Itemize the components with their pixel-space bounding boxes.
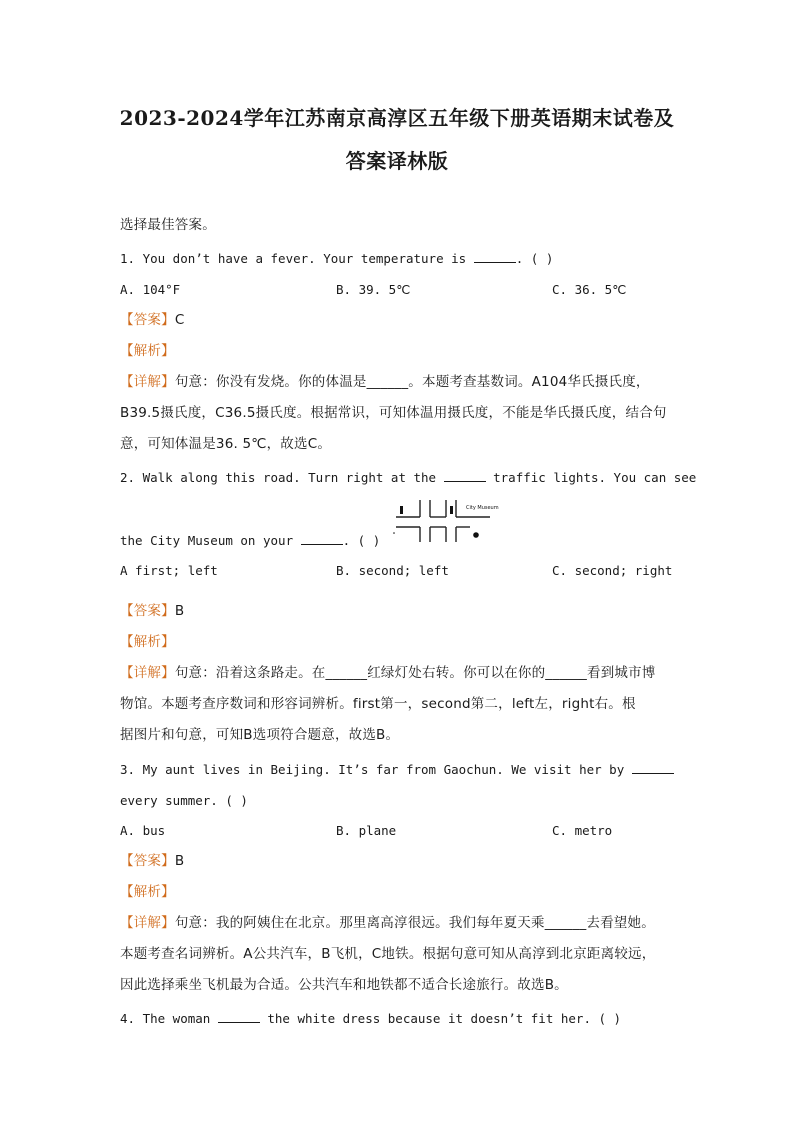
museum-location-icon [473,532,479,538]
instruction: 选择最佳答案。 [120,217,216,233]
question-2-option-a: A first; left [120,563,218,578]
question-2-detail-line-1: 【详解】句意：沿着这条路走。在______红绿灯处右转。你可以在你的______看到城市博 [120,665,656,681]
answer-blank [301,543,343,545]
answer-blank [444,480,486,482]
question-1-stem: 1. You don’t have a fever. Your temperature is . ( ) [120,251,554,266]
question-2-answer: 【答案】B [120,603,185,619]
answer-tag: 【答案】 [120,312,175,328]
question-3-detail-line-1: 【详解】句意：我的阿姨住在北京。那里离高淳很远。我们每年夏天乘______去看望她。 [120,915,655,931]
answer-tag: 【答案】 [120,853,175,869]
question-3-answer: 【答案】B [120,853,185,869]
detail-tag: 【详解】 [120,374,175,390]
traffic-light-icon [400,506,403,514]
question-1-detail-line-1: 【详解】句意：你没有发烧。你的体温是______。本题考查基数词。A104华氏摄氏度， [120,374,650,390]
question-3-detail-line-2: 本题考查名词辨析。A公共汽车，B飞机，C地铁。根据句意可知从高淳到北京距离较远， [120,946,656,962]
question-4-stem: 4. The woman the white dress because it doesn’t fit her. ( ) [120,1011,622,1026]
street-map-image [392,494,499,546]
question-1-option-a: A. 104°F [120,282,181,297]
document-title-line-1: 2023-2024学年江苏南京高淳区五年级下册英语期末试卷及 [119,106,675,130]
document-title-line-2: 答案译林版 [345,149,449,173]
question-3-stem-line-2: every summer. ( ) [120,793,248,808]
question-2-stem-line-2: the City Museum on your . ( ) [120,533,381,548]
answer-blank [632,772,674,774]
question-3-option-a: A. bus [120,823,166,838]
question-1-option-c: C. 36. 5℃ [552,282,627,297]
detail-tag: 【详解】 [120,665,175,681]
question-2-detail-line-3: 据图片和句意，可知B选项符合题意，故选B。 [120,727,400,743]
question-2-stem-line-1: 2. Walk along this road. Turn right at the traffic lights. You can see [120,470,697,485]
detail-tag: 【详解】 [120,915,175,931]
question-3-option-b: B. plane [336,823,397,838]
answer-blank [218,1021,260,1023]
answer-tag: 【答案】 [120,603,175,619]
question-1-detail-line-3: 意，可知体温是36. 5℃，故选C。 [120,436,332,452]
question-2-option-c: C. second; right [552,563,673,578]
question-3-analysis-tag: 【解析】 [120,884,175,900]
map-label-city-museum: City Museum [466,505,499,511]
question-3-detail-line-3: 因此选择乘坐飞机最为合适。公共汽车和地铁都不适合长途旅行。故选B。 [120,977,568,993]
question-3-option-c: C. metro [552,823,613,838]
question-1-detail-line-2: B39.5摄氏度，C36.5摄氏度。根据常识，可知体温用摄氏度，不能是华氏摄氏度，结合句 [120,405,667,421]
question-1-analysis-tag: 【解析】 [120,343,175,359]
traffic-light-icon [450,506,453,514]
question-3-stem-line-1: 3. My aunt lives in Beijing. It’s far from Gaochun. We visit her by [120,764,680,777]
question-2-analysis-tag: 【解析】 [120,634,175,650]
question-1-answer: 【答案】C [120,312,185,328]
answer-blank [474,261,516,263]
question-2-option-b: B. second; left [336,563,449,578]
question-1-option-b: B. 39. 5℃ [336,282,411,297]
question-2-detail-line-2: 物馆。本题考查序数词和形容词辨析。first第一，second第二，left左，right右。根 [120,696,636,712]
